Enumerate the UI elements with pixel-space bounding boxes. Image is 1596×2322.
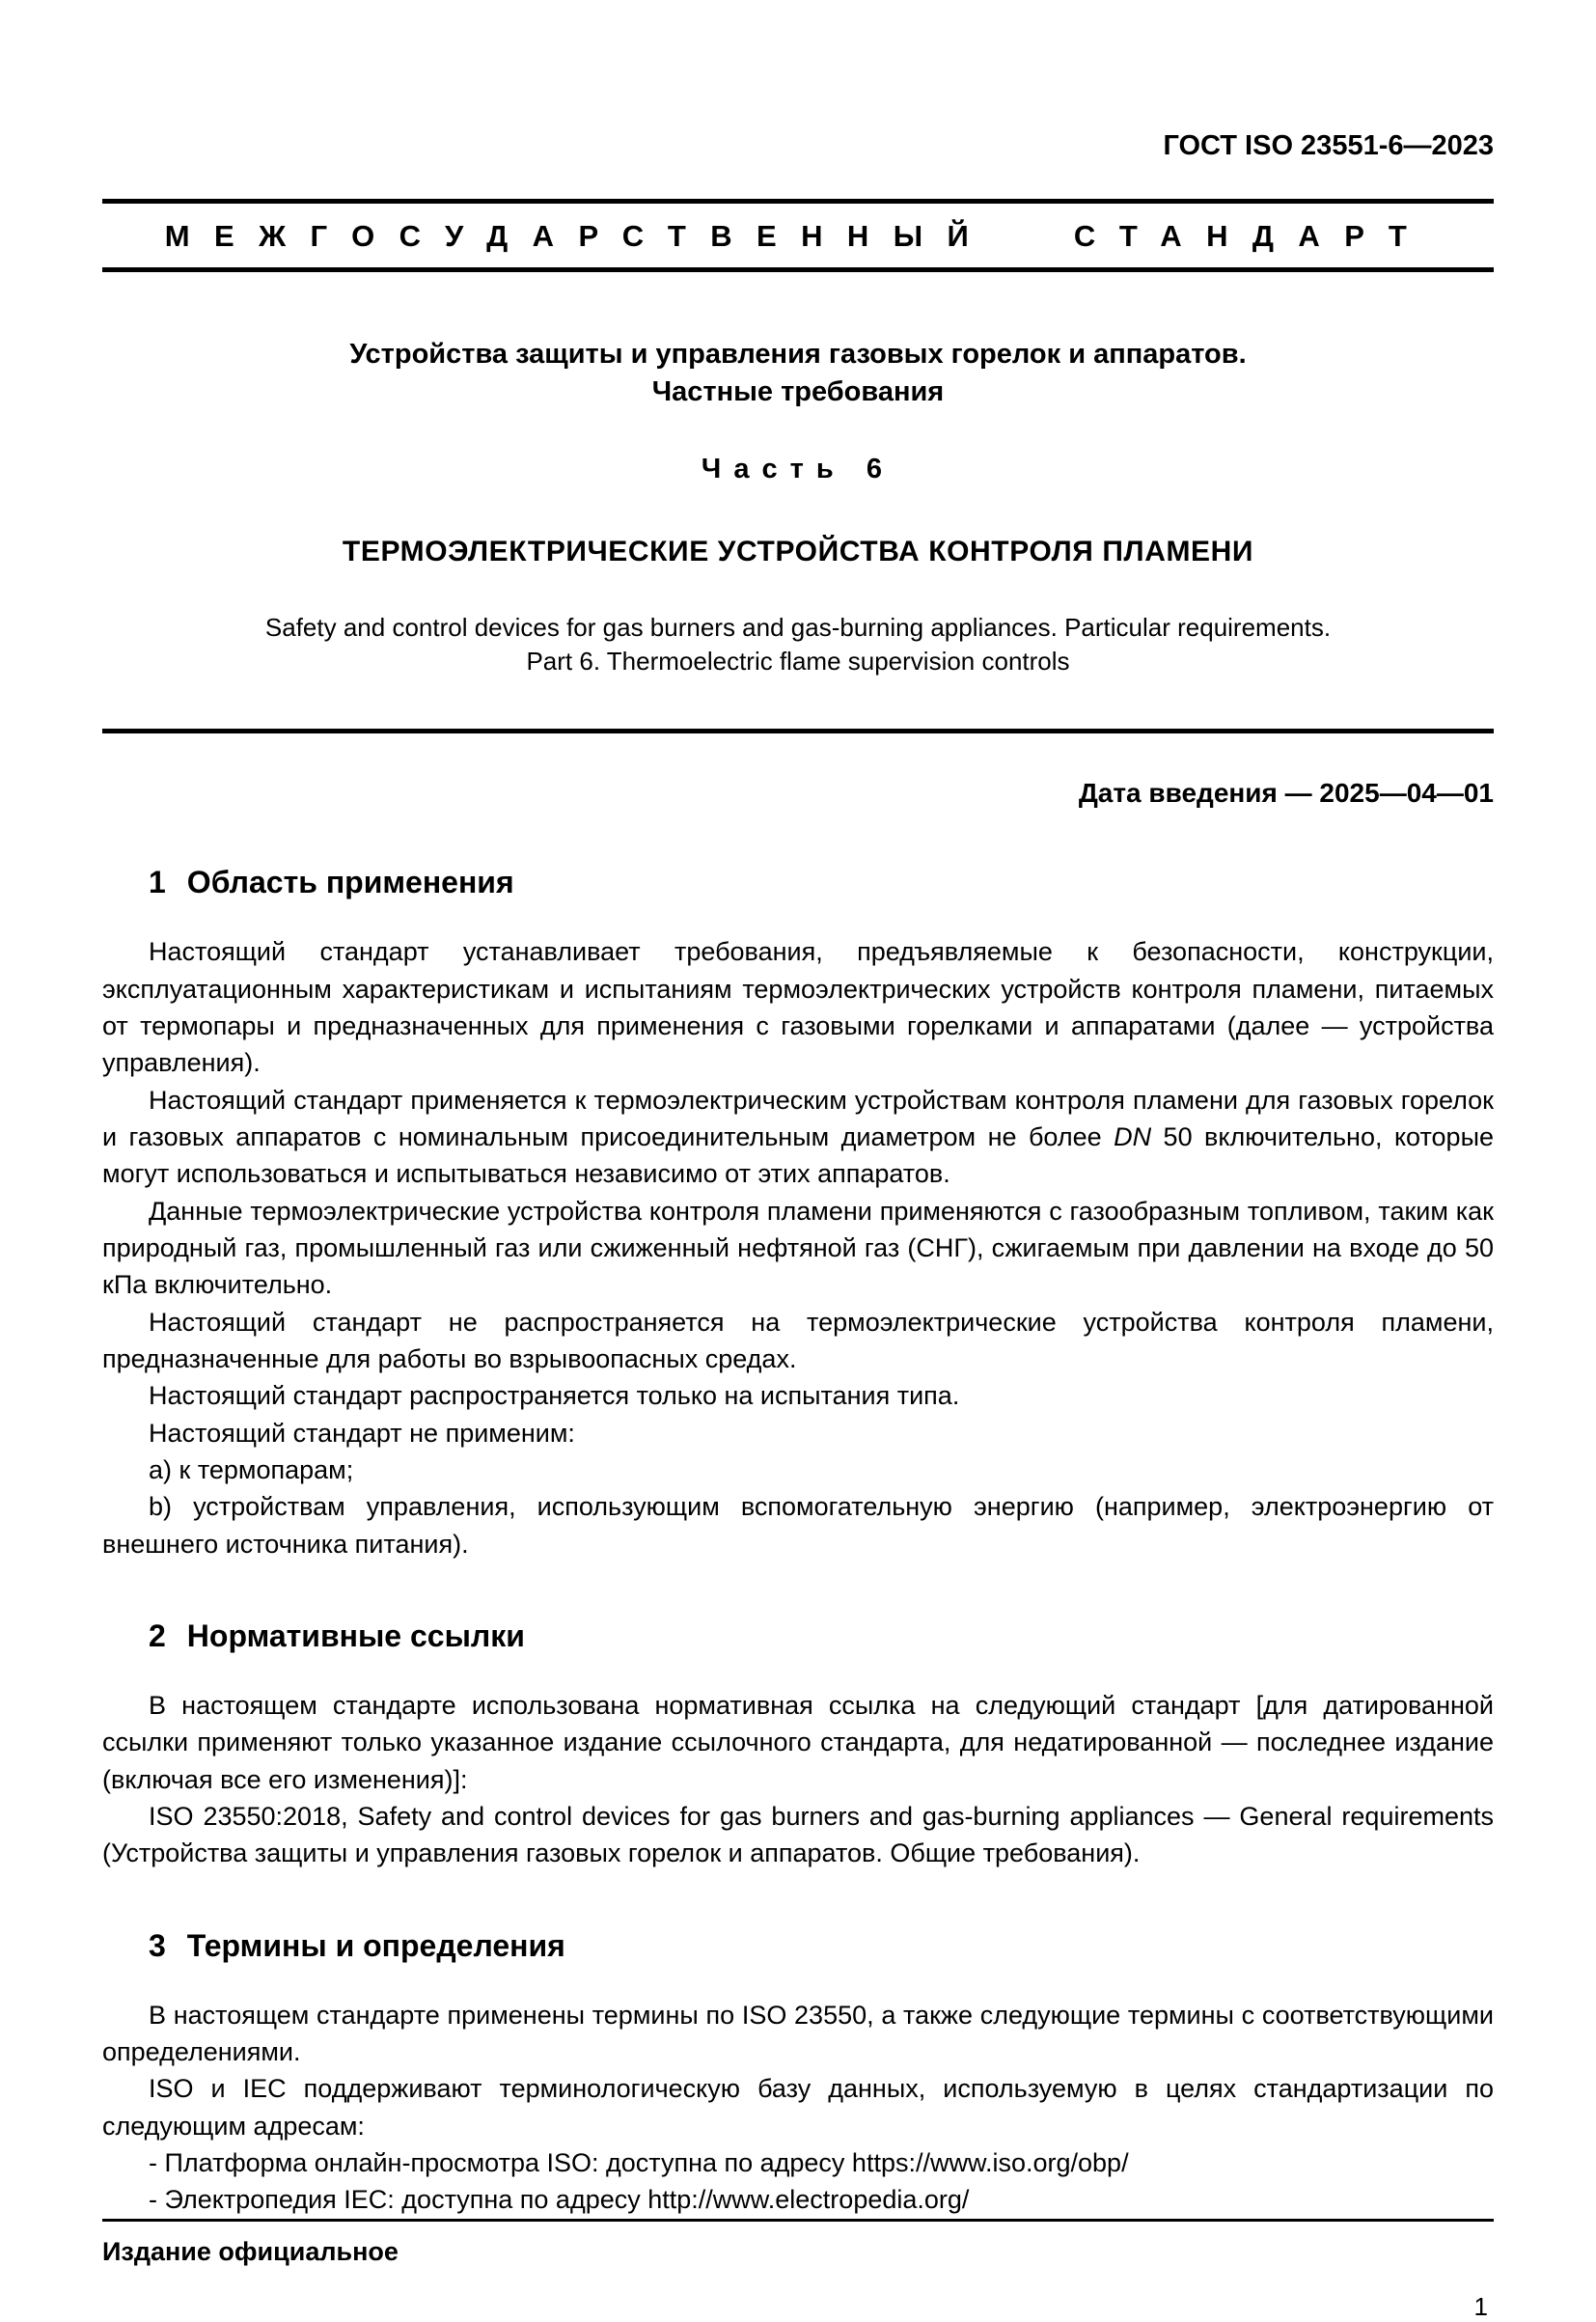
section-2-body bbox=[102, 1687, 1494, 1872]
effective-date: Дата введения — 2025—04—01 bbox=[1078, 778, 1494, 809]
section-2-title: Нормативные ссылки bbox=[186, 1618, 525, 1654]
section-3-heading bbox=[102, 1928, 1494, 1964]
section-2-heading bbox=[102, 1618, 1494, 1654]
paragraph: Настоящий стандарт не применим: bbox=[149, 1418, 575, 1448]
paragraph: ISO и IEC поддерживают терминологическую базу данных, используемую в целях стандартизации по следующим адресам: bbox=[102, 2074, 1494, 2141]
edition-note: Издание официальное bbox=[102, 2236, 399, 2266]
header-rule-bottom bbox=[102, 267, 1494, 272]
document-title-ru-line1: Устройства защиты и управления газовых горелок и аппаратов. bbox=[349, 339, 1247, 370]
title-block bbox=[102, 336, 1494, 678]
section-1-number: 1 bbox=[149, 865, 166, 900]
section-3-body bbox=[102, 1997, 1494, 2219]
section-3-number: 3 bbox=[149, 1927, 166, 1963]
paragraph-text: Настоящий стандарт применяется к термоэлектрическим устройствам контроля пламени для газовых горелок и газовых аппаратов с номинальным присоединительным диаметром не более bbox=[102, 1085, 1494, 1152]
section-1-heading bbox=[102, 865, 1494, 900]
part-label: Часть 6 bbox=[701, 454, 895, 485]
separator-rule bbox=[102, 729, 1494, 733]
paragraph bbox=[102, 1082, 1494, 1193]
paragraph: Настоящий стандарт не распространяется на термоэлектрические устройства контроля пламени, предназначенные для работы во взрывоопасных средах. bbox=[102, 1307, 1494, 1374]
list-item-iso-link: - Платформа онлайн-просмотра ISO: доступна по адресу https://www.iso.org/obp/ bbox=[149, 2148, 1129, 2177]
section-1-body bbox=[102, 933, 1494, 1562]
footer-rule bbox=[102, 2219, 1494, 2222]
section-1-title: Область применения bbox=[186, 865, 514, 900]
paragraph: Настоящий стандарт устанавливает требования, предъявляемые к безопасности, конструкции, эксплуатационным характеристикам и испытаниям термоэлектрических устройств контроля пламени, питаемых от термопары и предназначенных для применения с газовыми горелками и аппаратами (далее — устройства управления). bbox=[102, 937, 1494, 1078]
page-number: 1 bbox=[1473, 2291, 1488, 2321]
list-item-a: a) к термопарам; bbox=[149, 1455, 354, 1485]
paragraph: Настоящий стандарт распространяется только на испытания типа. bbox=[149, 1381, 960, 1411]
document-subtitle: ТЕРМОЭЛЕКТРИЧЕСКИЕ УСТРОЙСТВА КОНТРОЛЯ ПЛАМЕНИ bbox=[342, 536, 1254, 568]
document-title-en-line2: Part 6. Thermoelectric flame supervision controls bbox=[526, 647, 1070, 677]
document-title-ru-line2: Частные требования bbox=[651, 376, 945, 408]
paragraph: ISO 23550:2018, Safety and control devices for gas burners and gas-burning appliances — General requirements (Устройства защиты и управления газовых горелок и аппаратов. Общие требования). bbox=[102, 1802, 1494, 1868]
doc-code: ГОСТ ISO 23551-6—2023 bbox=[1163, 130, 1494, 161]
paragraph: В настоящем стандарте применены термины по ISO 23550, а также следующие термины с соответствующими определениями. bbox=[102, 2000, 1494, 2067]
section-3-title: Термины и определения bbox=[186, 1927, 565, 1963]
page-footer bbox=[102, 2219, 1494, 2322]
dn-designation: DN bbox=[1114, 1122, 1152, 1152]
paragraph: Данные термоэлектрические устройства контроля пламени применяются с газообразным топливом, таким как природный газ, промышленный газ или сжиженный нефтяной газ (СНГ), сжигаемым при давлении на входе до 50 кПа включительно. bbox=[102, 1196, 1494, 1300]
paragraph: В настоящем стандарте использована нормативная ссылка на следующий стандарт [для датированной ссылки применяют только указанное издание ссылочного стандарта, для недатированной — последнее издание (включая все его изменения)]: bbox=[102, 1691, 1494, 1794]
section-2-number: 2 bbox=[149, 1618, 166, 1654]
paragraph-text: 50 включительно, которые могут использоваться и испытываться независимо от этих аппаратов. bbox=[102, 1122, 1494, 1189]
standard-type-banner: МЕЖГОСУДАРСТВЕННЫЙ СТАНДАРТ bbox=[164, 219, 1432, 253]
document-title-en-line1: Safety and control devices for gas burners and gas-burning appliances. Particular requirements. bbox=[264, 613, 1332, 643]
list-item-b: b) устройствам управления, использующим вспомогательную энергию (например, электроэнергию от внешнего источника питания). bbox=[102, 1492, 1494, 1559]
list-item-iec-link: - Электропедия IEC: доступна по адресу http://www.electropedia.org/ bbox=[149, 2185, 970, 2215]
